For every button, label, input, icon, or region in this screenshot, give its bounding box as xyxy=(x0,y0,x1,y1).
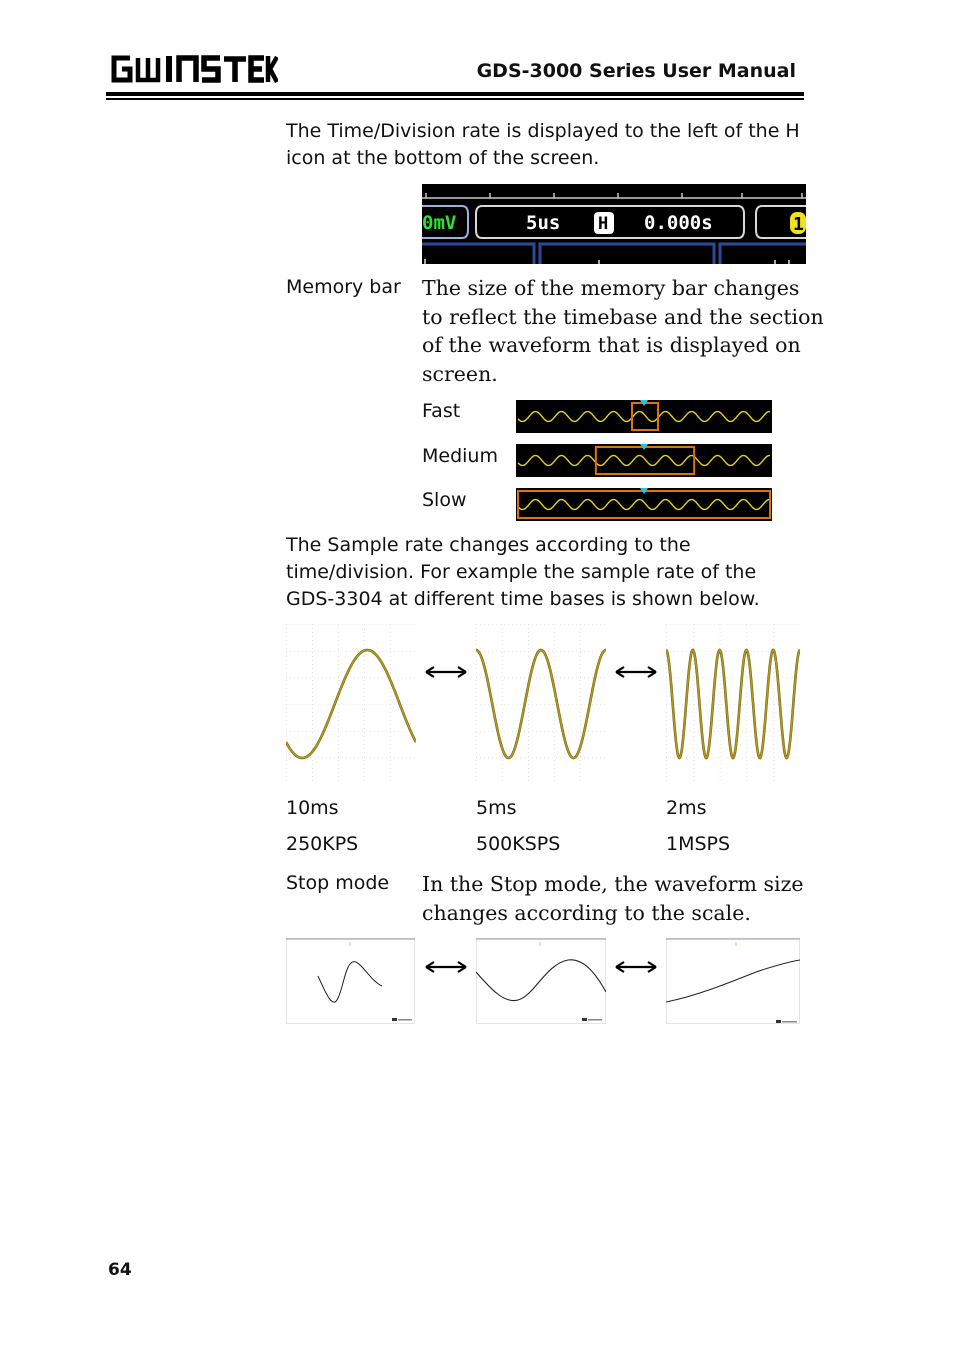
memory-bar-slow xyxy=(516,488,772,521)
gw-instek-logo xyxy=(108,52,278,86)
intro-paragraph xyxy=(286,118,800,172)
memory-bar-description xyxy=(422,274,824,388)
position-readout: 0.000s xyxy=(644,212,713,234)
manual-title: GDS-3000 Series User Manual xyxy=(476,60,796,82)
waveform-5ms xyxy=(476,624,606,784)
memory-bar-fast xyxy=(516,400,772,433)
slow-label: Slow xyxy=(422,489,467,511)
sample-rate-label: 250KPS xyxy=(286,833,359,855)
sample-line: GDS-3304 at different time bases is shown below. xyxy=(286,588,760,610)
grid xyxy=(286,624,416,784)
timebase-label: 10ms xyxy=(286,797,339,819)
stop-mode-screen-2 xyxy=(476,938,606,1024)
description-line: to reflect the timebase and the section xyxy=(422,304,824,329)
intro-line: icon at the bottom of the screen. xyxy=(286,147,600,169)
scope-status-bar xyxy=(422,184,806,264)
double-arrow-icon xyxy=(423,665,469,679)
double-arrow-icon xyxy=(423,960,469,974)
description-line: The size of the memory bar changes xyxy=(422,276,800,300)
sine-wave xyxy=(286,650,416,758)
sample-line: time/division. For example the sample rate of the xyxy=(286,561,757,583)
medium-label: Medium xyxy=(422,445,498,467)
stop-mode-screen-3 xyxy=(666,938,800,1024)
sine-wave xyxy=(666,650,800,758)
description-line: of the waveform that is displayed on xyxy=(422,333,801,357)
stop-mode-screen-1 xyxy=(286,938,415,1024)
sample-line: The Sample rate changes according to the xyxy=(286,534,691,556)
waveform-10ms xyxy=(286,624,416,784)
sine-wave xyxy=(476,650,606,758)
stop-mode-description xyxy=(422,870,804,927)
sample-rate-label: 1MSPS xyxy=(666,833,731,855)
header-rule xyxy=(106,92,804,96)
timebase-label: 2ms xyxy=(666,797,707,819)
timebase-readout: 5us xyxy=(526,212,561,234)
header-rule-thin xyxy=(106,98,804,100)
description-line: In the Stop mode, the waveform size xyxy=(422,872,804,896)
svg-text:H: H xyxy=(598,214,609,234)
memory-bar-label: Memory bar xyxy=(286,276,401,298)
sample-rate-paragraph xyxy=(286,532,760,613)
memory-bar-medium xyxy=(516,444,772,477)
waveform-2ms xyxy=(666,624,800,784)
channel-indicator: 1 xyxy=(793,214,804,235)
timebase-label: 5ms xyxy=(476,797,517,819)
intro-line: The Time/Division rate is displayed to the left of the H xyxy=(286,120,800,142)
stop-mode-label: Stop mode xyxy=(286,872,390,894)
description-line: screen. xyxy=(422,361,498,386)
sample-rate-label: 500KSPS xyxy=(476,833,561,855)
scale-readout: 0mV xyxy=(422,212,457,234)
double-arrow-icon xyxy=(613,960,659,974)
fast-label: Fast xyxy=(422,400,461,422)
description-line: changes according to the scale. xyxy=(422,900,751,925)
page-number: 64 xyxy=(108,1260,132,1280)
sine-wave-shadow xyxy=(476,650,606,758)
grid xyxy=(476,624,606,784)
double-arrow-icon xyxy=(613,665,659,679)
